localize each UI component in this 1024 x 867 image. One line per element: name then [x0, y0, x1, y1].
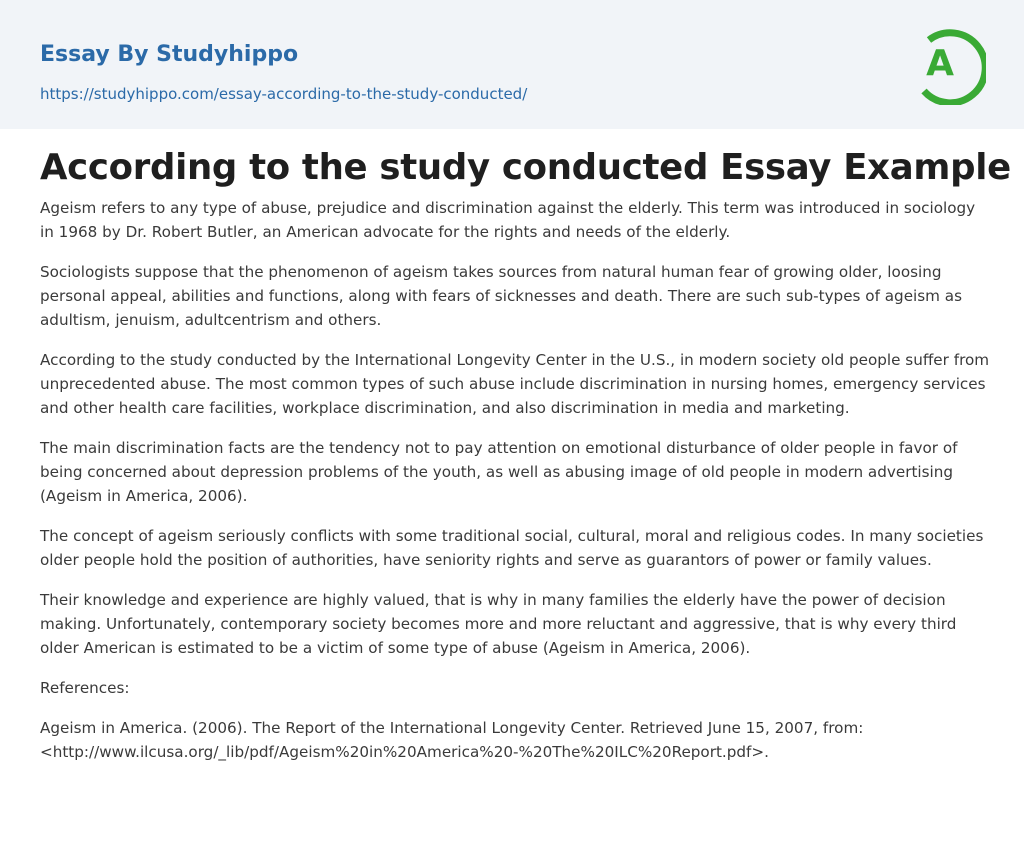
site-brand[interactable]: Essay By Studyhippo	[40, 42, 299, 67]
article	[40, 146, 1011, 780]
paragraph-4: The main discrimination facts are the tendency not to pay attention on emotional disturbance of older people in favor of being concerned about depression problems of the youth, as well as abusing image of old people in modern advertising (Ageism in America, 2006).	[40, 439, 958, 505]
site-header	[0, 0, 1024, 129]
studyhippo-logo-icon[interactable]	[912, 19, 986, 105]
paragraph-5: The concept of ageism seriously conflicts with some traditional social, cultural, moral and religious codes. In many societies older people hold the position of authorities, have seniority rights and serve as guarantors of power or family values.	[40, 527, 984, 569]
references-heading: References:	[40, 679, 130, 697]
article-title: According to the study conducted Essay Example	[40, 147, 1011, 188]
logo-letter: A	[926, 43, 954, 84]
reference-item: Ageism in America. (2006). The Report of the International Longevity Center. Retrieved June 15, 2007, from: <http://www.ilcusa.org/_lib/pdf/Ageism%20in%20America%20-%20The%20ILC%20Report.pdf>.	[40, 719, 864, 761]
paragraph-2: Sociologists suppose that the phenomenon of ageism takes sources from natural human fear of growing older, loosing personal appeal, abilities and functions, along with fears of sicknesses and death. There are such sub-types of ageism as adultism, jenuism, adultcentrism and others.	[40, 263, 963, 329]
paragraph-3: According to the study conducted by the International Longevity Center in the U.S., in modern society old people suffer from unprecedented abuse. The most common types of such abuse include discrimination in nursing homes, emergency services and other health care facilities, workplace discrimination, and also discrimination in media and marketing.	[40, 351, 990, 417]
paragraph-1: Ageism refers to any type of abuse, prejudice and discrimination against the elderly. This term was introduced in sociology in 1968 by Dr. Robert Butler, an American advocate for the rights and needs of the elderly.	[40, 199, 976, 241]
page-url-link[interactable]: https://studyhippo.com/essay-according-to-the-study-conducted/	[40, 85, 528, 103]
paragraph-6: Their knowledge and experience are highly valued, that is why in many families the elderly have the power of decision making. Unfortunately, contemporary society becomes more and more reluctant and aggressive, that is why every third older American is estimated to be a victim of some type of abuse (Ageism in America, 2006).	[40, 591, 957, 657]
